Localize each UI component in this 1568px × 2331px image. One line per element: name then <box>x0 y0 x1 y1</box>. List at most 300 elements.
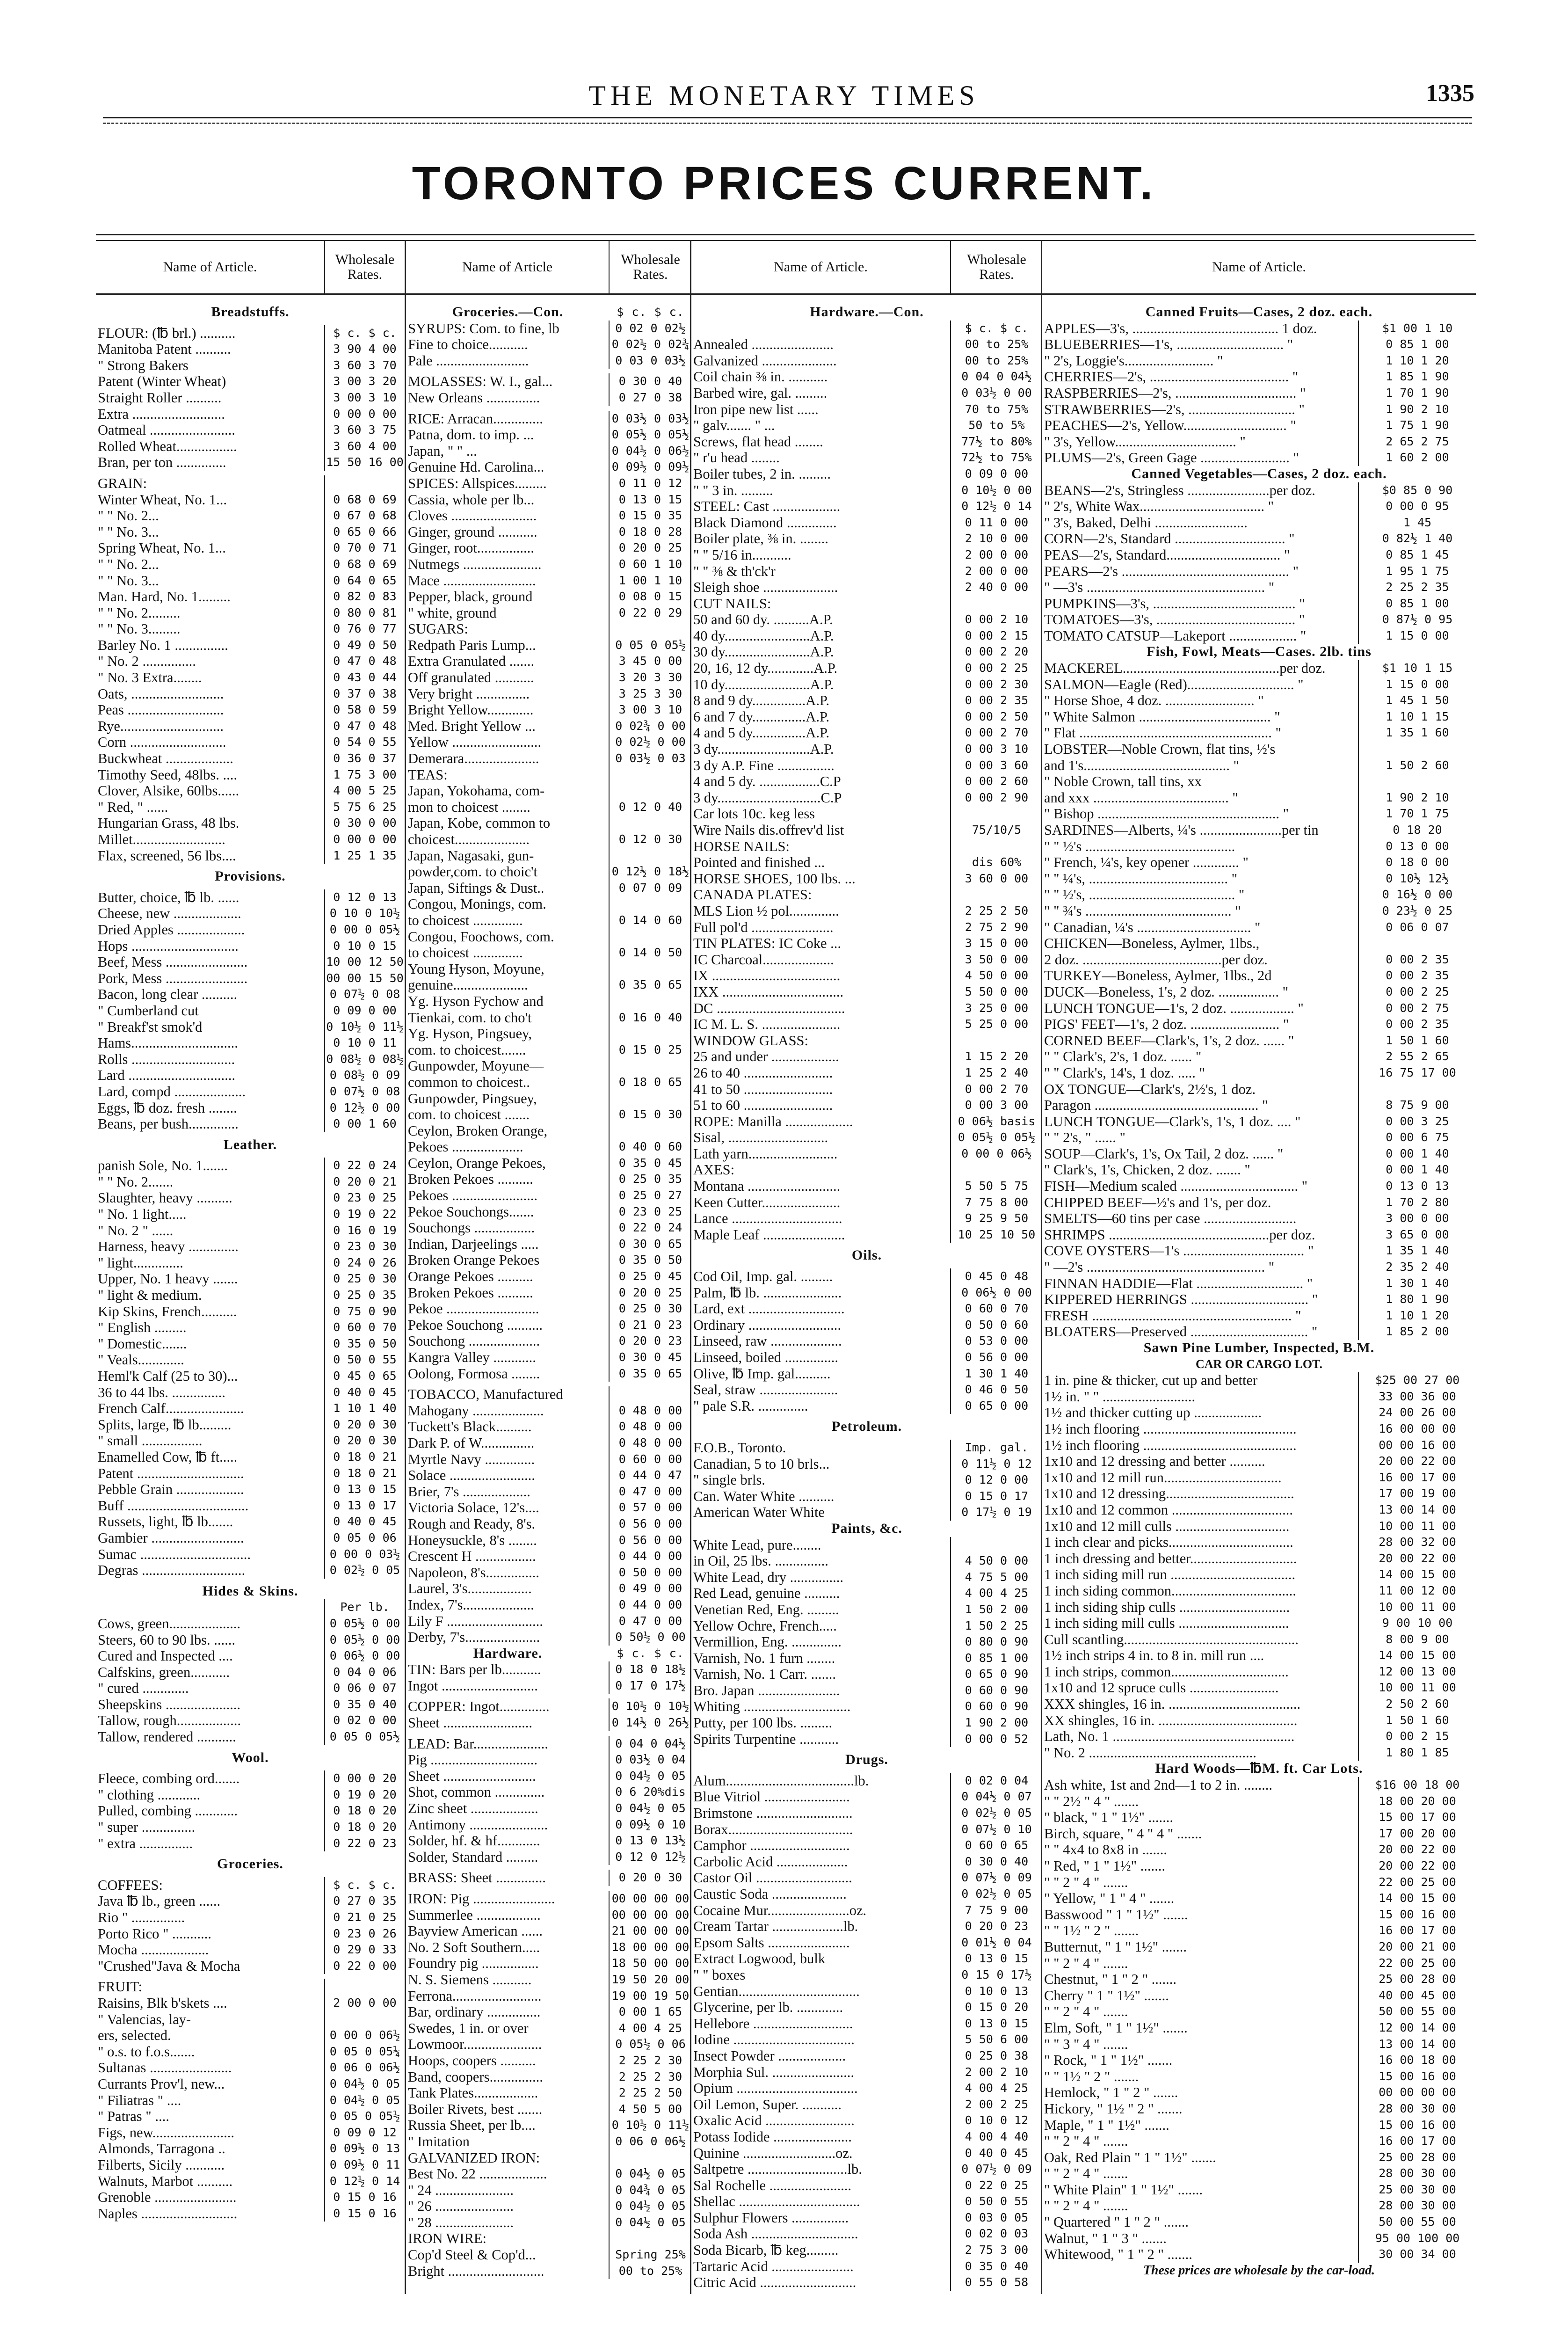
wholesale-rate: 0 05 0 05¼ <box>324 2044 405 2060</box>
article-name: Pebble Grain ................... <box>98 1481 244 1498</box>
article-name: Lard .............................. <box>98 1067 235 1084</box>
article-name: TOMATOES—3's, ....................................... " <box>1044 612 1305 628</box>
wholesale-rate: 0 47 0 48 <box>324 653 405 670</box>
wholesale-rate: 0 15 0 25 <box>609 1042 691 1058</box>
wholesale-rate: 0 04½ 0 05 <box>609 2214 691 2231</box>
price-row <box>1042 1081 1476 1098</box>
price-row <box>96 1546 405 1563</box>
price-row <box>96 799 405 816</box>
article-name: Antimony ...................... <box>408 1816 548 1833</box>
article-name: " white, ground <box>408 605 497 621</box>
wholesale-rate: Spring 25% <box>609 2247 691 2263</box>
wholesale-rate: 4 75 5 00 <box>950 1569 1042 1586</box>
price-row <box>1042 1502 1476 1518</box>
wholesale-rate: 22 00 25 00 <box>1358 1955 1476 1972</box>
article-name: FISH—Medium scaled ................................. " <box>1044 1178 1308 1195</box>
price-row <box>1042 1421 1476 1437</box>
price-row <box>406 1107 691 1123</box>
article-name: Shot, common .............. <box>408 1784 545 1800</box>
price-row <box>1042 2036 1476 2053</box>
article-name: to choicest .............. <box>408 912 523 928</box>
section-heading: Paints, &c. <box>831 1520 902 1536</box>
article-name: Pale .......................... <box>408 352 529 369</box>
price-row <box>691 758 1042 774</box>
column-name-header: Name of Article. <box>1212 259 1306 275</box>
price-row <box>96 1433 405 1449</box>
article-name: " " 2 " 4 " ....... <box>1044 2133 1128 2149</box>
article-name: Extra Granulated ....... <box>408 653 535 670</box>
article-name: Ceylon, Broken Orange, <box>408 1122 548 1139</box>
article-name: " —3's .................................................. " <box>1044 579 1275 596</box>
price-row <box>691 1398 1042 1414</box>
wholesale-rate: 0 65 0 90 <box>950 1666 1042 1683</box>
article-name: " 24 ...................... <box>408 2182 514 2198</box>
wholesale-rate: 0 10½ 0 10½ <box>609 1698 691 1715</box>
article-name: " White Plain" 1 " 1½" ....... <box>1044 2181 1203 2198</box>
price-row <box>691 854 1042 871</box>
price-row <box>96 905 405 922</box>
wholesale-rate: 0 00 2 75 <box>1358 1000 1476 1017</box>
wholesale-rate: 0 11 0 00 <box>950 515 1042 531</box>
price-row <box>406 443 691 459</box>
section-heading <box>406 304 691 321</box>
price-row <box>96 1174 405 1190</box>
price-row <box>1042 1195 1476 1211</box>
wholesale-rate <box>1358 935 1476 952</box>
price-row <box>406 686 691 702</box>
price-row <box>1042 515 1476 531</box>
column-rates-header: Wholesale Rates. <box>324 241 405 293</box>
article-name: Pekoes ........................ <box>408 1187 538 1204</box>
price-row <box>1042 1632 1476 1648</box>
price-row <box>406 1010 691 1026</box>
article-name: Black Diamond .............. <box>693 514 837 531</box>
wholesale-rate <box>609 2150 691 2166</box>
wholesale-rate: 1 85 1 90 <box>1358 369 1476 385</box>
article-name: " galv....... " ... <box>693 417 775 434</box>
price-row <box>691 1731 1042 1748</box>
price-row <box>691 1000 1042 1017</box>
price-row <box>1042 1308 1476 1324</box>
article-name: Bro. Japan ....................... <box>693 1682 840 1698</box>
wholesale-rate: 0 10½ 0 11½ <box>324 1019 405 1035</box>
wholesale-rate: 00 00 00 00 <box>1358 2084 1476 2101</box>
price-row <box>1042 1324 1476 1340</box>
article-name: LUNCH TONGUE—Clark's, 1's, 1 doz. .... " <box>1044 1113 1301 1129</box>
article-name: " " 5/16 in........... <box>693 546 791 563</box>
price-row <box>1042 1680 1476 1696</box>
price-row <box>1042 2003 1476 2020</box>
article-name: HORSE NAILS: <box>693 838 790 854</box>
article-name: " o.s. to f.o.s....... <box>98 2043 195 2060</box>
article-name: Ceylon, Orange Pekoes, <box>408 1155 546 1171</box>
wholesale-rate: 0 18 0 18½ <box>609 1661 691 1678</box>
price-column <box>96 240 405 2294</box>
wholesale-rate: 11 00 12 00 <box>1358 1583 1476 1599</box>
wholesale-rate: 0 13 0 00 <box>1358 838 1476 855</box>
article-name: TIN: Bars per lb........... <box>408 1661 541 1678</box>
article-name: Oats, .......................... <box>98 685 224 702</box>
article-name: Epsom Salts ....................... <box>693 1934 850 1951</box>
article-name: Tienkai, com. to cho't <box>408 1009 532 1026</box>
price-row <box>691 353 1042 369</box>
article-name: Genuine Hd. Carolina... <box>408 459 544 475</box>
article-name: Index, 7's.................... <box>408 1596 534 1613</box>
price-row <box>1042 1534 1476 1551</box>
price-row <box>1042 547 1476 563</box>
article-name: " " 3 " 4 " ....... <box>1044 2036 1128 2052</box>
wholesale-rate: 0 03 0 05 <box>950 2210 1042 2226</box>
header-rule <box>103 117 1472 118</box>
price-row <box>1042 725 1476 741</box>
article-name: " No. 2 " ...... <box>98 1222 174 1238</box>
wholesale-rate: 17 00 19 00 <box>1358 1486 1476 1502</box>
price-row <box>1042 1615 1476 1632</box>
price-row <box>96 1287 405 1304</box>
wholesale-rate: 0 60 1 10 <box>609 556 691 573</box>
price-row <box>96 1680 405 1697</box>
price-row <box>406 1435 691 1451</box>
wholesale-rate: 13 00 14 00 <box>1358 1502 1476 1518</box>
article-name: F.O.B., Toronto. <box>693 1439 786 1456</box>
price-row <box>96 2092 405 2109</box>
price-row <box>1042 1566 1476 1583</box>
price-row <box>406 929 691 945</box>
wholesale-rate: $ c. $ c. <box>950 321 1042 337</box>
price-row <box>406 2004 691 2020</box>
article-name: Bright ........................... <box>408 2263 544 2279</box>
row-spacer <box>96 1974 405 1979</box>
price-row <box>1042 2165 1476 2182</box>
wholesale-rate: 20 00 22 00 <box>1358 1453 1476 1470</box>
price-row <box>406 2182 691 2199</box>
price-row <box>406 373 691 390</box>
article-name: Glycerine, per lb. ............. <box>693 1999 843 2016</box>
wholesale-rate: 3 65 0 00 <box>1358 1227 1476 1243</box>
wholesale-rate: Imp. gal. <box>950 1440 1042 1456</box>
article-name: Demerara..................... <box>408 750 539 767</box>
price-row <box>96 1909 405 1926</box>
article-name: 41 to 50 ......................... <box>693 1081 833 1097</box>
wholesale-rate: 0 02 0 04 <box>950 1773 1042 1789</box>
wholesale-rate: 0 01½ 0 04 <box>950 1935 1042 1951</box>
price-row <box>1042 1988 1476 2004</box>
wholesale-rate: 0 03½ 0 04 <box>609 1752 691 1768</box>
wholesale-rate: 16 00 17 00 <box>1358 2133 1476 2149</box>
wholesale-rate: $0 85 0 90 <box>1358 482 1476 499</box>
article-name: CHICKEN—Boneless, Aylmer, 1lbs., <box>1044 935 1260 952</box>
price-row <box>1042 838 1476 855</box>
article-name: LUNCH TONGUE—1's, 2 doz. .................. " <box>1044 1000 1304 1016</box>
price-row <box>1042 498 1476 515</box>
price-row <box>1042 531 1476 547</box>
article-name: 1x10 and 12 mill culls ................................ <box>1044 1518 1290 1534</box>
article-name: Butternut, " 1 " 1½" ....... <box>1044 1938 1187 1955</box>
price-row <box>96 540 405 556</box>
price-row <box>1042 773 1476 790</box>
wholesale-rate: 50 00 55 00 <box>1358 2214 1476 2230</box>
article-name: Canadian, 5 to 10 brls... <box>693 1456 830 1472</box>
article-name: Peas ........................... <box>98 702 224 718</box>
wholesale-rate: 1 75 3 00 <box>324 767 405 783</box>
wholesale-rate: 0 12½ 0 14 <box>324 2173 405 2190</box>
article-name: Cloves ........................ <box>408 508 537 524</box>
wholesale-rate <box>950 1033 1042 1049</box>
article-name: Spirits Turpentine ........... <box>693 1731 839 1747</box>
article-name: 1x10 and 12 dressing and better .......... <box>1044 1453 1265 1470</box>
article-name: IC Charcoal.................... <box>693 951 834 968</box>
price-row <box>1042 1146 1476 1162</box>
wholesale-rate: 0 02½ 0 05 <box>324 1562 405 1579</box>
price-row <box>1042 2052 1476 2069</box>
article-name: SUGARS: <box>408 621 468 637</box>
article-name: PIGS' FEET—1's, 2 doz. ......................... " <box>1044 1016 1289 1033</box>
article-name: Pointed and finished ... <box>693 854 825 871</box>
wholesale-rate: 1 35 1 60 <box>1358 725 1476 741</box>
wholesale-rate: 0 08½ 0 08½ <box>324 1051 405 1068</box>
wholesale-rate: 0 23 0 26 <box>324 1926 405 1942</box>
article-name: Gunpowder, Pingsuey, <box>408 1090 537 1107</box>
wholesale-rate: 0 05½ 0 05½ <box>950 1129 1042 1146</box>
row-spacer <box>691 1243 1042 1247</box>
wholesale-rate: 20 00 22 00 <box>1358 1842 1476 1858</box>
price-row <box>96 2076 405 2092</box>
price-row <box>691 1650 1042 1667</box>
article-name: Enamelled Cow, ℔ ft..... <box>98 1449 238 1465</box>
price-row <box>406 864 691 880</box>
price-row <box>691 822 1042 838</box>
article-name: No. 2 Soft Southern..... <box>408 1939 540 1955</box>
wholesale-rate: 3 60 0 00 <box>950 871 1042 887</box>
price-row <box>691 790 1042 806</box>
article-name: Souchongs ................. <box>408 1220 535 1236</box>
row-spacer <box>96 1745 405 1750</box>
article-name: Camphor ............................ <box>693 1837 850 1854</box>
article-name: Figs, new....................... <box>98 2124 235 2141</box>
price-row <box>96 1271 405 1287</box>
wholesale-rate: 0 82 0 83 <box>324 589 405 605</box>
wholesale-rate: 0 27 0 38 <box>609 390 691 406</box>
article-name: " " 2's, " ...... " <box>1044 1129 1125 1146</box>
wholesale-rate: 1 90 2 10 <box>1358 790 1476 806</box>
price-row <box>691 579 1042 596</box>
wholesale-rate: 0 35 0 50 <box>324 1336 405 1352</box>
wholesale-rate: 13 00 14 00 <box>1358 2036 1476 2053</box>
wholesale-rate: 0 16½ 0 00 <box>1358 887 1476 903</box>
wholesale-rate: 0 08½ 0 09 <box>324 1067 405 1084</box>
wholesale-rate: 0 02 0 00 <box>324 1712 405 1729</box>
wholesale-rate: 0 40 0 45 <box>324 1514 405 1530</box>
section-heading: Breadstuffs. <box>211 304 290 320</box>
wholesale-rate: 0 35 0 50 <box>609 1252 691 1268</box>
article-name: 1 inch strips, common................................. <box>1044 1663 1289 1680</box>
wholesale-rate <box>324 1979 405 1995</box>
wholesale-rate: 0 00 0 05½ <box>324 922 405 938</box>
price-row <box>1042 952 1476 968</box>
price-row <box>691 692 1042 709</box>
wholesale-rate: 0 44 0 00 <box>609 1597 691 1613</box>
wholesale-rate: 2 55 2 65 <box>1358 1049 1476 1065</box>
wholesale-rate: 0 55 0 58 <box>950 2274 1042 2291</box>
wholesale-rate: 8 75 9 00 <box>1358 1097 1476 1114</box>
price-row <box>1042 1178 1476 1195</box>
row-spacer <box>96 471 405 475</box>
article-name: Pig .............................. <box>408 1752 538 1768</box>
row-spacer <box>406 369 691 373</box>
wholesale-rate: 0 00 2 35 <box>1358 1016 1476 1033</box>
article-name: Chestnut, " 1 " 2 " ....... <box>1044 1971 1177 1988</box>
wholesale-rate: 0 00 0 52 <box>950 1731 1042 1748</box>
price-row <box>406 1784 691 1800</box>
price-row <box>406 1923 691 1939</box>
article-name: Broken Orange Pekoes <box>408 1252 540 1268</box>
wholesale-rate: 1 10 1 20 <box>1358 1308 1476 1324</box>
article-name: " 3's, Yellow.................................. " <box>1044 433 1246 450</box>
wholesale-rate: 4 00 4 25 <box>950 1585 1042 1602</box>
wholesale-rate <box>324 2011 405 2028</box>
price-row <box>96 373 405 390</box>
wholesale-rate: 0 02½ 0 05 <box>950 1805 1042 1821</box>
article-name: Clover, Alsike, 60lbs...... <box>98 783 240 799</box>
article-name: Borax................................... <box>693 1821 853 1837</box>
wholesale-rate: 72½ to 75% <box>950 450 1042 466</box>
article-name: Barbed wire, gal. ......... <box>693 385 828 401</box>
article-name: mon to choicest ........ <box>408 799 530 815</box>
article-name: " " 2 " 4 " ....... <box>1044 2198 1128 2214</box>
article-name: IRON: Pig ....................... <box>408 1891 555 1907</box>
wholesale-rate: 0 06 0 07 <box>1358 919 1476 936</box>
price-row <box>406 2247 691 2263</box>
article-name: TEAS: <box>408 766 448 783</box>
article-name: Hoops, coopers .......... <box>408 2052 536 2069</box>
article-name: Calfskins, green........... <box>98 1664 230 1680</box>
price-row <box>691 336 1042 353</box>
price-row <box>96 341 405 357</box>
wholesale-rate: 0 23 0 25 <box>609 1204 691 1220</box>
article-name: 1 inch siding ship culls ............................... <box>1044 1599 1290 1615</box>
wholesale-rate: 0 57 0 00 <box>609 1500 691 1516</box>
wholesale-rate: 0 75 0 90 <box>324 1304 405 1320</box>
wholesale-rate: 0 15 0 17 <box>950 1488 1042 1505</box>
wholesale-rate: 0 05½ 0 00 <box>324 1632 405 1648</box>
price-row <box>96 1084 405 1100</box>
price-row <box>691 1983 1042 2000</box>
price-row <box>1042 482 1476 499</box>
price-row <box>1042 1033 1476 1049</box>
price-row <box>406 2053 691 2069</box>
article-name: CHERRIES—2's, ....................................... " <box>1044 369 1299 385</box>
article-name: Annealed ....................... <box>693 336 834 353</box>
section-heading-text: Groceries.—Con. <box>452 304 564 320</box>
section-heading: Oils. <box>851 1247 882 1263</box>
price-row <box>96 1238 405 1255</box>
price-row <box>1042 2149 1476 2166</box>
wholesale-rate: 4 50 0 00 <box>950 968 1042 984</box>
article-name: " " No. 2......... <box>98 605 181 621</box>
wholesale-rate: 0 22 0 29 <box>609 605 691 621</box>
article-name: BLOATERS—Preserved ................................. " <box>1044 1324 1318 1340</box>
wholesale-rate: 0 05 0 05½ <box>324 2108 405 2125</box>
price-row <box>1042 919 1476 936</box>
wholesale-rate: 0 04 0 04½ <box>950 369 1042 385</box>
article-name: Currants Prov'l, new... <box>98 2076 225 2092</box>
article-name: Bayview American ...... <box>408 1923 543 1939</box>
article-name: " r'u head ........ <box>693 450 780 466</box>
price-row <box>691 1918 1042 1935</box>
price-row <box>406 1768 691 1785</box>
price-row <box>96 750 405 767</box>
wholesale-rate: 3 00 3 10 <box>609 702 691 718</box>
article-name: 3 dy..........................A.P. <box>693 741 834 758</box>
price-row <box>406 1800 691 1817</box>
article-name: PEARS—2's ............................................... " <box>1044 563 1299 579</box>
article-name: Brier, 7's ................... <box>408 1483 530 1500</box>
price-row <box>1042 353 1476 369</box>
article-name: BRASS: Sheet .............. <box>408 1870 546 1886</box>
article-name: Raisins, Blk b'skets .... <box>98 1995 227 2011</box>
wholesale-rate: 77½ to 80% <box>950 434 1042 450</box>
price-row <box>1042 1065 1476 1081</box>
article-name: " No. 3 Extra........ <box>98 670 202 686</box>
price-row <box>96 1067 405 1084</box>
price-row <box>691 434 1042 450</box>
price-row <box>691 628 1042 644</box>
price-row <box>691 2080 1042 2097</box>
price-row <box>96 2044 405 2060</box>
wholesale-rate: 0 04¾ 0 05 <box>609 2182 691 2199</box>
wholesale-rate: 0 49 0 50 <box>324 637 405 654</box>
price-row <box>691 1129 1042 1146</box>
article-name: CANADA PLATES: <box>693 887 812 903</box>
price-row <box>1042 1664 1476 1680</box>
price-row <box>691 1349 1042 1366</box>
price-row <box>1042 336 1476 353</box>
article-name: COPPER: Ingot.............. <box>408 1698 550 1715</box>
wholesale-rate: 5 25 0 00 <box>950 1016 1042 1033</box>
wholesale-rate: 28 00 30 00 <box>1358 2165 1476 2182</box>
price-row <box>1042 1097 1476 1114</box>
wholesale-rate: 0 15 0 30 <box>609 1107 691 1123</box>
price-row <box>406 1074 691 1091</box>
article-name: 4 and 5 dy...............A.P. <box>693 725 830 741</box>
article-name: " " ½'s .......................................... <box>1044 838 1235 854</box>
price-row <box>1042 1923 1476 1939</box>
wholesale-rate: 0 6 20%dis <box>609 1784 691 1800</box>
price-row <box>1042 385 1476 401</box>
price-row <box>406 1333 691 1349</box>
wholesale-rate: 2 25 2 50 <box>609 2085 691 2101</box>
article-name: Sisal, ............................ <box>693 1129 828 1146</box>
article-name: Iron pipe new list ...... <box>693 401 819 417</box>
wholesale-rate: 0 04½ 0 07 <box>950 1789 1042 1805</box>
price-row <box>96 1770 405 1787</box>
article-name: 25 and under ................... <box>693 1049 839 1065</box>
wholesale-rate: 0 00 0 95 <box>1358 498 1476 515</box>
wholesale-rate: 0 10 0 11 <box>324 1035 405 1051</box>
wholesale-rate: 0 80 0 81 <box>324 605 405 621</box>
wholesale-rate: 0 00 6 75 <box>1358 1129 1476 1146</box>
wholesale-rate: 0 18 0 20 <box>324 1803 405 1819</box>
price-row <box>691 1317 1042 1333</box>
article-name: Oil Lemon, Super. ........... <box>693 2096 842 2112</box>
wholesale-rate: 0 06½ 0 00 <box>324 1648 405 1664</box>
price-row <box>691 935 1042 952</box>
article-name: " —2's .................................................. " <box>1044 1259 1275 1275</box>
article-name: Morphia Sul. ....................... <box>693 2064 854 2080</box>
price-row <box>96 1449 405 1465</box>
price-row <box>96 1514 405 1530</box>
article-name: Japan, Yokohama, com- <box>408 783 545 799</box>
